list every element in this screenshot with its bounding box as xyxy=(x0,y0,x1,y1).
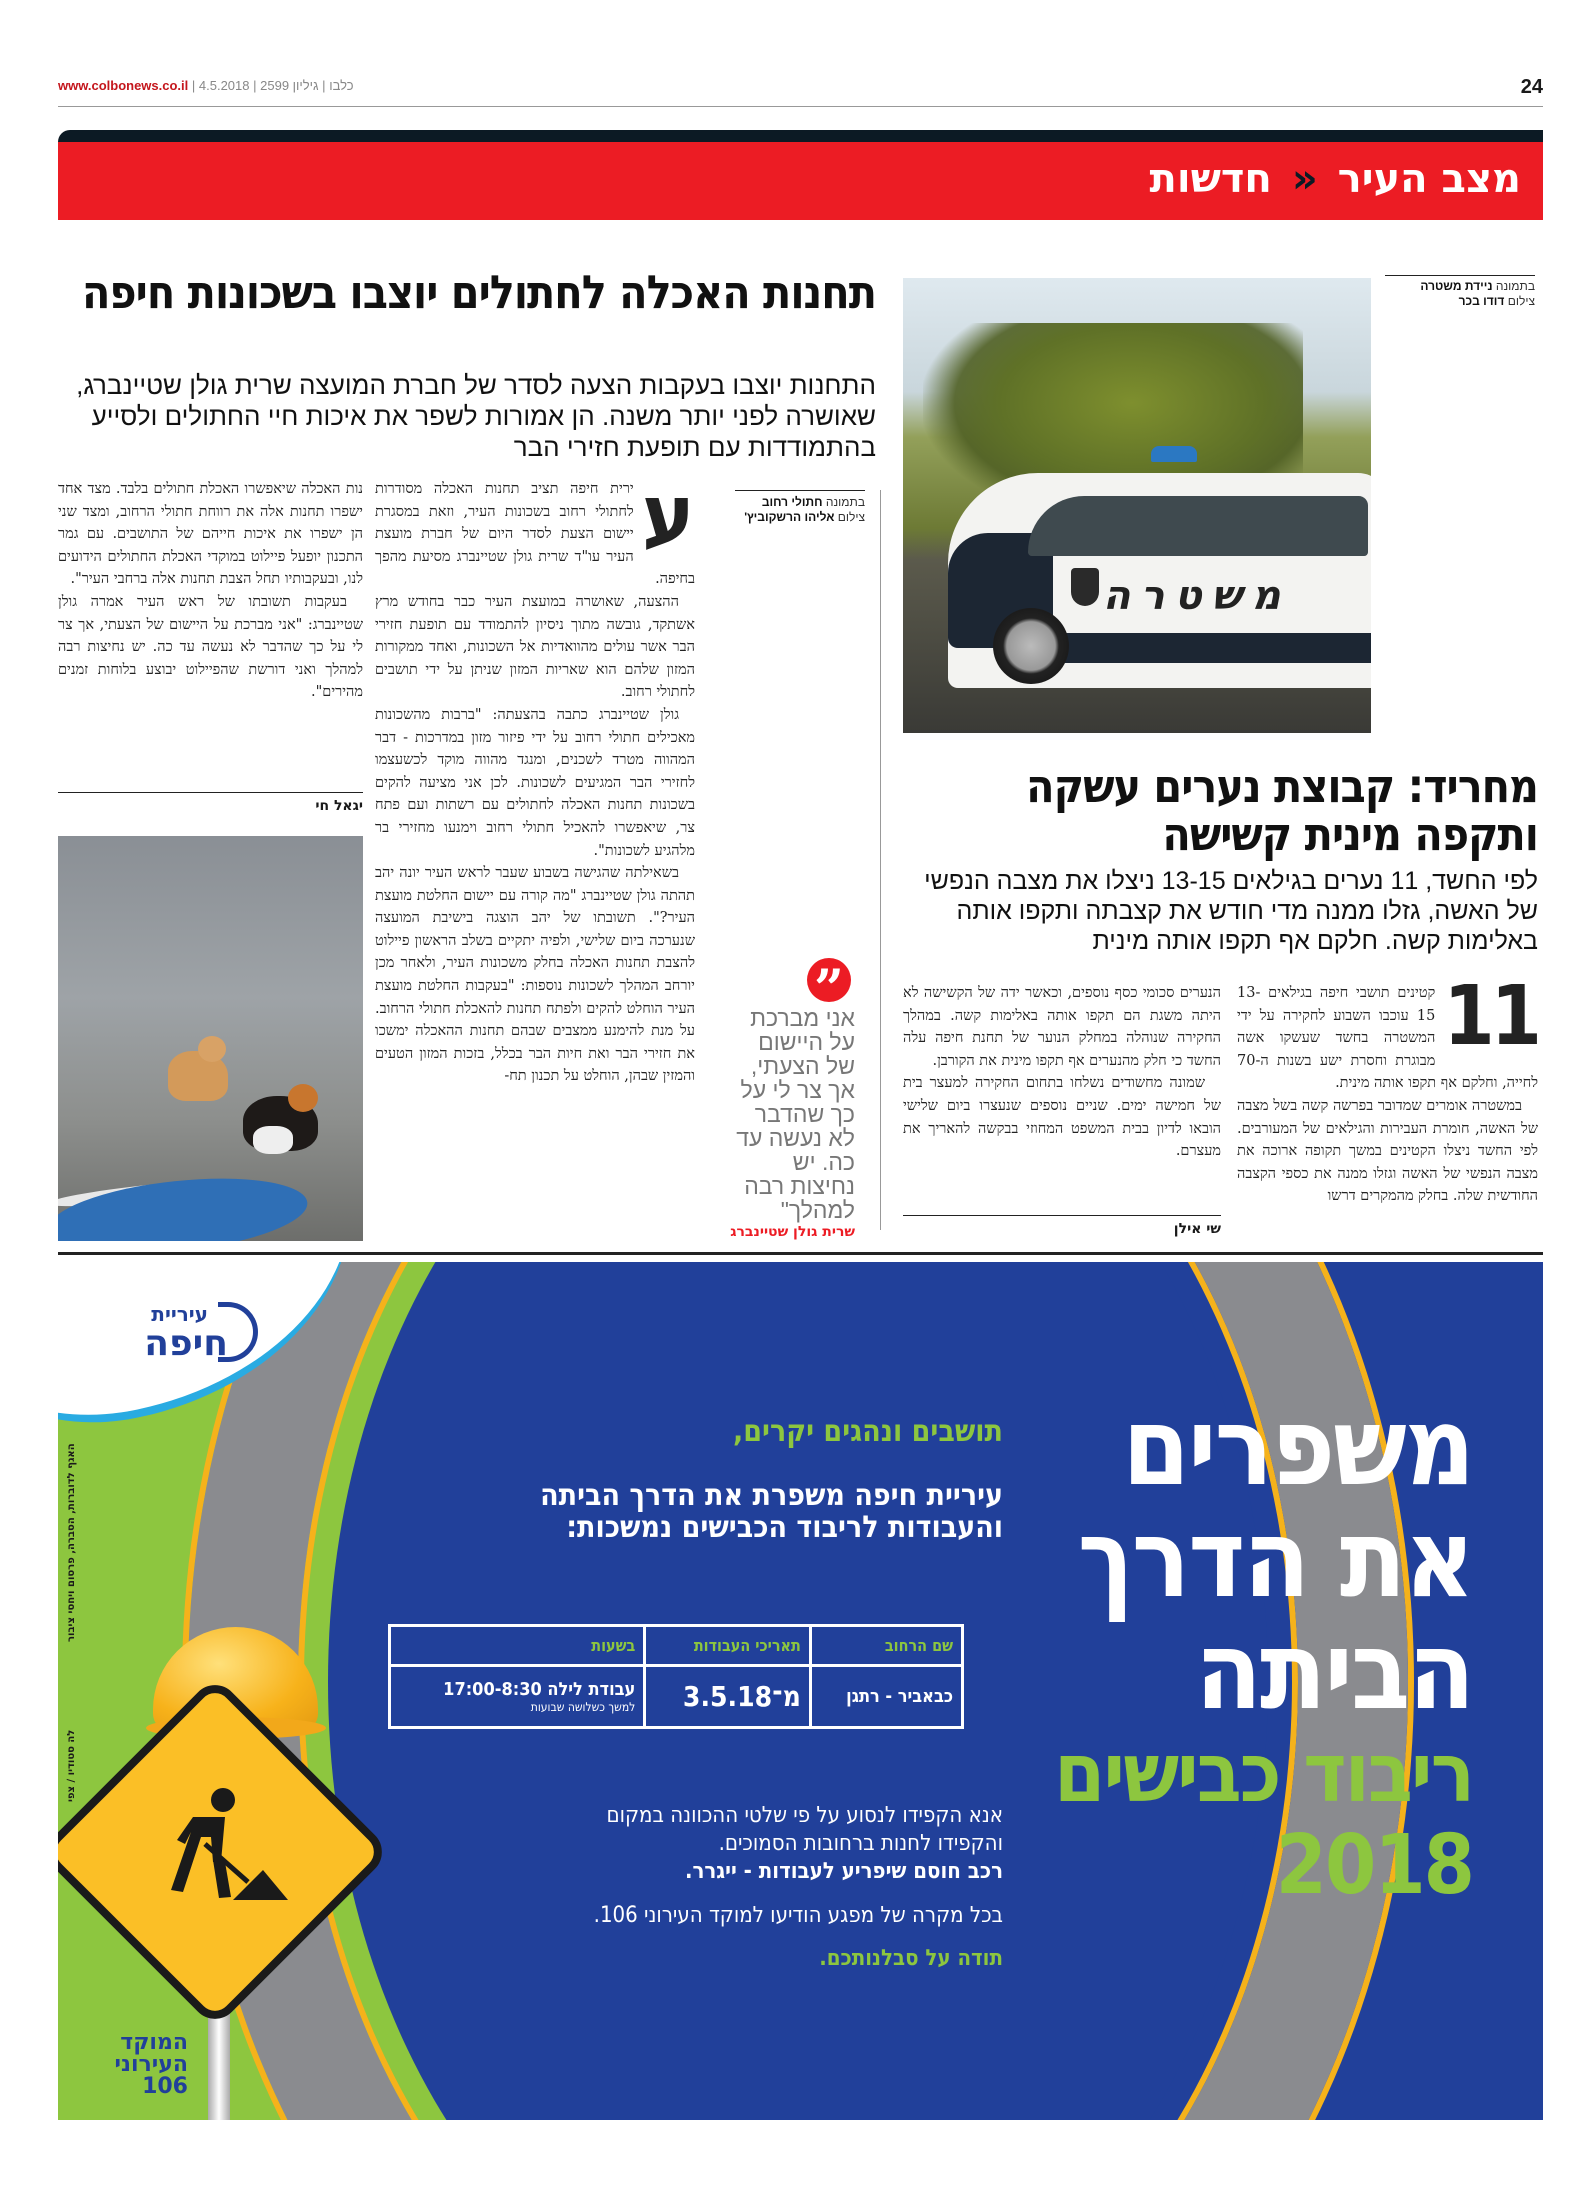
drop-cap: ע xyxy=(641,468,695,561)
title-green-line: ריבוד כבישים xyxy=(1054,1726,1473,1821)
police-emblem-icon xyxy=(1071,568,1099,606)
dates-cell: מ־3.5.18 xyxy=(645,1666,811,1728)
paragraph: הנערים סכומי כסף נוספים, וכאשר ידה של הקשישה לא היתה משגת הם תקפו אותה באלימות קשה. במהלך החקירה שנוהלה במחלק הנוער של תחנת חיפה עלה החשד כי חלק מהנערים אף תקפו מינית את הקורבן. xyxy=(903,985,1221,1069)
byline: יגאל חי xyxy=(315,798,363,814)
paragraph: במשטרה אומרים שמדובר בפרשה קשה בשל מצבה של האשה, חומרת העבירות והגילאים של המעורבים. לפי החשד ניצלו הקטינים במשך תקופה ארוכה את מצבה הנפשי של האשה וגזלו ממנה את כספי הקצבה החודשית שלה. בחלק מהמקרים דרשו xyxy=(1237,1097,1538,1205)
page-number: 24 xyxy=(1520,76,1543,98)
photo-credit: אליהו הרשקוביץ' xyxy=(744,510,835,524)
article-headline: מחריד: קבוצת נערים עשקה ותקפה מינית קשישה xyxy=(1026,759,1538,862)
title-line: משפרים xyxy=(1122,1385,1473,1510)
column-divider xyxy=(880,490,881,1230)
publication-name: כלבו xyxy=(329,78,354,93)
caption-divider xyxy=(1385,275,1535,276)
paragraph: שמונה מחשודים נשלחו בתחום החקירה למעצר בית של חמישה ימים. שניים נוספים שנעצרו ביום שלישי הובאו לדיון בבית המשפט המחוזי בבקשה להאריך את מעצרם. xyxy=(903,1075,1221,1160)
pull-quote-text: אני מברכת על היישום של הצעתי, אך צר לי על כך שהדבר לא נעשה עד כה. יש נחיצות רבה למהלך" xyxy=(736,1005,855,1223)
section-divider xyxy=(58,1252,1543,1255)
caption-divider xyxy=(735,490,865,491)
hours-note: למשך כשלושה שבועות xyxy=(530,1700,636,1714)
hotline-line: העירוני xyxy=(114,2052,188,2077)
paragraph: גולן שטיינברג כתבה בהצעתה: "ברבות מהשכונות מאכילים חתולי רחוב על ידי פיזור מזון במדרכות - דבר המהווה מטרד לשכנים, ומנגד מהווה מוקד לכשעצמו לחזירי הבר המגיעים לשכונות. לכן אני מציעה להקים בשכונות תחנות האכלה לחתולים עם רשתות ועם פתח צר, שיאפשרו להאכיל חתולי רחוב וימנעו מחזירי בר מלהגיע לשכונות". xyxy=(375,706,695,859)
photo-credit: דודו בכר xyxy=(1458,294,1505,308)
section-title: מצב העיר xyxy=(1337,156,1521,202)
ad-main-title xyxy=(1054,1385,1473,1913)
caption-subject: ניידת משטרה xyxy=(1420,279,1493,293)
paragraph: ירית חיפה תציב תחנות האכלה מסודרות לחתולי רחוב בשכונות העיר, וזאת במסגרת יישום הצעת לסדר היום של חברת מועצת העיר עו"ד שרית גולן שטיינברג מסיעת מהפך בחיפה. xyxy=(375,481,695,588)
ad-notes xyxy=(594,1802,1003,1971)
street-cell: כבאביר - רתגן xyxy=(810,1666,962,1728)
advertisement xyxy=(58,1262,1543,2120)
section-category: חדשות xyxy=(1149,156,1272,202)
article-column xyxy=(903,982,1221,1163)
paragraph: קטינים תושבי חיפה בגילאים 13-15 עוכבו השבוע לחקירה על ידי המשטרה בחשד שעשקו אשה מבוגרת וחסרת ישע בשנות ה-70 לחייה, וחלקם אף תקפו אותה מינית. xyxy=(1237,985,1538,1092)
roadwork-schedule-table xyxy=(388,1624,964,1729)
ad-studio-text: לה סטודיו ∕ צפי xyxy=(66,1729,77,1802)
ad-greeting: תושבים ונהגים יקרים, xyxy=(732,1414,1003,1449)
photo-caption xyxy=(735,495,865,525)
article-column xyxy=(1237,969,1538,1208)
logo-line1: עיריית xyxy=(151,1302,208,1326)
site-link[interactable]: www.colbonews.co.il xyxy=(58,78,189,93)
caption-prefix: בתמונה xyxy=(825,495,865,509)
thanks-line: תודה על סבלנותכם. xyxy=(819,1946,1003,1971)
paragraph: ההצעה, שאושרה במועצת העיר כבר בחודש מרץ אשתקד, גובשה מתוך ניסיון להתמודד עם תופעת חזירי הבר אשר עולים מהוואדיות אל השכונות, ואחד ממקורות המזון שלהם הוא שאריות המזון שניתן על ידי תושבים לחתולי רחוב. xyxy=(375,593,695,701)
title-year: 2018 xyxy=(1275,1818,1473,1913)
page-meta: www.colbonews.co.il | כלבו | גיליון 2599 | 4.5.2018 xyxy=(58,78,354,93)
article-column xyxy=(58,478,363,704)
issue-date: 4.5.2018 xyxy=(198,78,250,93)
issue-number: גיליון 2599 xyxy=(260,78,319,93)
cats-photo xyxy=(58,836,363,1241)
banner-top-bar xyxy=(58,130,1543,142)
byline: שי אילן xyxy=(1173,1221,1221,1237)
ad-intro xyxy=(540,1480,1003,1544)
haifa-municipality-logo xyxy=(88,1302,258,1382)
paragraph: בעקבות תשובתו של ראש העיר אמרה גולן שטיינברג: "אני מברכת על היישום של הצעתי, אך צר לי על כך שהדבר לא נעשה עד כה. יש נחיצות רבה למהלך ואני דורשת שהפיילוט יבוצע בלוחות זמנים מהירים". xyxy=(58,593,363,701)
section-banner xyxy=(58,142,1543,220)
police-car-photo xyxy=(903,278,1371,733)
logo-line2: חיפה xyxy=(144,1323,228,1364)
intro-line: והעבודות לריבוד הכבישים נמשכות: xyxy=(566,1510,1003,1545)
table-header-street: שם הרחוב xyxy=(810,1626,962,1666)
hours-value: עבודת לילה 17:00-8:30 xyxy=(443,1679,636,1700)
article-column xyxy=(375,468,695,1088)
article-subhead: לפי החשד, 11 נערים בגילאים 13-15 ניצלו את מצבה הנפשי של האשה, גזלו ממנה מדי חודש את קצבתה ותקפו אותה באלימות קשה. חלקם אף תקפו אותה מינית xyxy=(924,867,1538,955)
divider xyxy=(58,106,1543,107)
hotline-number: 106 xyxy=(142,2074,188,2099)
title-line: הביתה xyxy=(1195,1609,1473,1734)
chevron-left-icon: « xyxy=(1291,156,1318,202)
credit-prefix: צילום xyxy=(837,510,865,524)
intro-line: עיריית חיפה משפרת את הדרך הביתה xyxy=(540,1478,1003,1513)
note-line: רכב חוסם שיפריע לעבודות - ייגרר. xyxy=(684,1859,1003,1884)
ad-credit-text: האגף לדוברות, הסברה, פרסום ויחסי ציבור xyxy=(66,1443,77,1642)
photo-caption xyxy=(1385,279,1535,309)
article-subhead: התחנות יוצבו בעקבות הצעה לסדר של חברת המועצה שרית גולן שטיינברג, שאושרה לפני יותר משנה. הן אמורות לשפר את איכות חיי החתולים ולסייע בהתמודדות עם תופעת חזירי הבר xyxy=(76,370,876,463)
hotline-label xyxy=(78,2032,188,2098)
byline-divider xyxy=(58,792,363,793)
byline-divider xyxy=(903,1215,1221,1216)
table-row xyxy=(390,1666,963,1728)
report-line: בכל מקרה של מפגע הודיעו למוקד העירוני 106. xyxy=(593,1903,1003,1928)
caption-subject: חתולי רחוב xyxy=(761,495,823,509)
paragraph: נות האכלה שיאפשרו האכלת חתולים בלבד. מצד אחד ישפרו תחנות אלה את רווחת חתולי הרחוב, ומצד שני הן ישפרו את איכות חייהם של התושבים. עם גמר התכנון יופעל פיילוט במוקדי האכלת החתולים הידועים לנו, ובעקבותיו תחל הצבת תחנות אלה ברחבי העיר". xyxy=(58,481,363,588)
quote-icon: ” xyxy=(807,958,851,1002)
table-header-dates: תאריכי העבודות xyxy=(645,1626,811,1666)
hotline-line: המוקד xyxy=(120,2030,188,2055)
pull-quote xyxy=(730,958,855,1240)
title-line: את הדרך xyxy=(1077,1497,1473,1622)
caption-prefix: בתמונה xyxy=(1495,279,1535,293)
paragraph: בשאילתה שהגישה בשבוע שעבר לראש העיר יונה יהב תהתה גולן שטיינברג "מה קורה עם יישום החלטת מועצת העיר?". תשובתו של יהב הוצגה בישיבת המועצה שנערכה ביום שלישי, ולפיה יתקיים בשלב הראשון פיילוט להצבת תחנות האכלה בחלק משכונות העיר, ולאחר מכן יורחב המהלך לשכונות נוספות: "בעקבות החלטת מועצת העיר הוחלט להקים ולפתח תחנות להאכלת חתולי הרחוב. על מנת להימנע ממצבים שבהם תחנות ההאכלה ימשכו את חזירי הבר ואת חיות הבר בכלל, בזכות המזון הטעים והמזין שבהן, הוחלט על תכנון תח- xyxy=(375,865,695,1085)
worker-digging-icon xyxy=(153,1782,293,1922)
table-header-hours: בשעות xyxy=(390,1626,645,1666)
pull-quote-attribution: שרית גולן שטיינברג xyxy=(730,1224,855,1240)
credit-prefix: צילום xyxy=(1507,294,1535,308)
note-line: והקפידו לחנות ברחובות הסמוכים. xyxy=(718,1831,1003,1856)
article-headline: תחנות האכלה לחתולים יוצבו בשכונות חיפה xyxy=(82,265,876,319)
photo-car-text: משטרה xyxy=(1103,573,1291,619)
note-line: אנא הקפידו לנסוע על פי שלטי ההכוונה במקום xyxy=(606,1803,1003,1828)
hours-cell xyxy=(390,1666,645,1728)
drop-cap-number: 11 xyxy=(1443,969,1538,1064)
